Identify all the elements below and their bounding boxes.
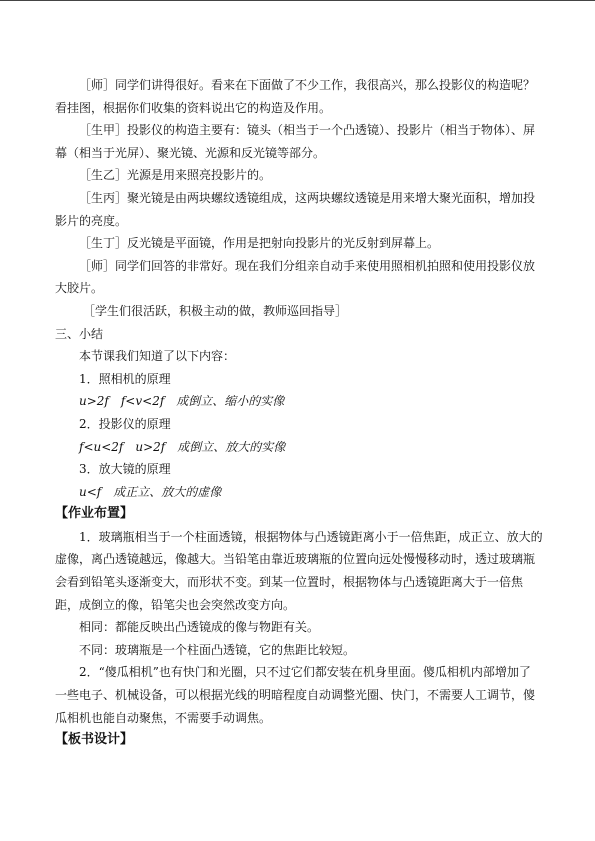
text-line: 相同：都能反映出凸透镜成的像与物距有关。 <box>79 620 320 635</box>
text-line: ［师］同学们回答的非常好。现在我们分组亲自动手来使用照相机拍照和使用投影仪放 <box>79 258 536 273</box>
list-item: 1．照相机的原理 <box>79 371 171 386</box>
text-line: ［生丁］反光镜是平面镜，作用是把射向投影片的光反射到屏幕上。 <box>79 236 440 251</box>
text-line: ［师］同学们讲得很好。看来在下面做了不少工作，我很高兴，那么投影仪的构造呢？ <box>79 78 536 92</box>
formula-line: u<f 成正立、放大的虚像 <box>79 484 222 499</box>
text-line: 看挂图，根据你们收集的资料说出它的构造及作用。 <box>55 100 332 115</box>
text-line: ［生丙］聚光镜是由两块螺纹透镜组成，这两块螺纹透镜是用来增大聚光面积，增加投 <box>79 190 536 205</box>
text-line: ［学生们很活跃，积极主动的做，教师巡回指导］ <box>83 303 348 318</box>
section-heading-board-design: 【板书设计】 <box>55 732 134 748</box>
text-line: 本节课我们知道了以下内容： <box>79 349 236 364</box>
section-heading-homework: 【作业布置】 <box>55 506 134 522</box>
text-line: 瓜相机也能自动聚焦，不需要手动调焦。 <box>55 710 272 725</box>
text-line: 虚像，离凸透镜越远，像越大。当铅笔由靠近玻璃瓶的位置向远处慢慢移动时，透过玻璃瓶 <box>55 552 536 567</box>
text-line: 幕（相当于光屏）、聚光镜、光源和反光镜等部分。 <box>55 145 326 160</box>
list-item: 2．投影仪的原理 <box>79 416 171 431</box>
text-line: 不同：玻璃瓶是一个柱面凸透镜，它的焦距比较短。 <box>79 642 356 657</box>
text-line: 影片的亮度。 <box>55 213 128 228</box>
text-line: 一些电子、机械设备，可以根据光线的明暗程度自动调整光圈、快门，不需要人工调节，傻 <box>55 688 536 703</box>
formula-line: u>2f f<v<2f 成倒立、缩小的实像 <box>79 394 285 409</box>
document-page <box>55 74 545 752</box>
text-line: ［生乙］光源是用来照亮投影片的。 <box>79 168 272 183</box>
text-line: 2．“傻瓜相机”也有快门和光圈，只不过它们都安装在机身里面。傻瓜相机内部增加了 <box>79 665 531 680</box>
text-line: 大胶片。 <box>55 281 104 296</box>
text-line: 1．玻璃瓶相当于一个柱面透镜，根据物体与凸透镜距离小于一倍焦距，成正立、放大的 <box>79 529 543 544</box>
text-line: 距，成倒立的像，铅笔尖也会突然改变方向。 <box>55 597 296 612</box>
text-line: ［生甲］投影仪的构造主要有：镜头（相当于一个凸透镜）、投影片（相当于物体）、屏 <box>79 123 536 138</box>
list-item: 3．放大镜的原理 <box>79 462 171 477</box>
formula-line: f<u<2f u>2f 成倒立、放大的实像 <box>79 439 286 454</box>
page-top-rule <box>0 0 595 1</box>
text-line: 会看到铅笔头逐渐变大，而形状不变。到某一位置时，根据物体与凸透镜距离大于一倍焦 <box>55 575 524 590</box>
section-heading-summary: 三、小结 <box>55 326 104 341</box>
